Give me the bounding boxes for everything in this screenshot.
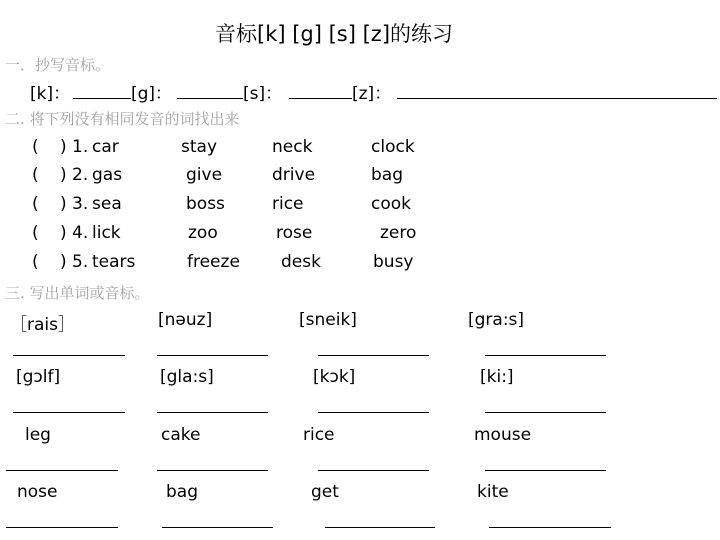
answer-paren[interactable]: ( — [32, 252, 39, 272]
prompt: [gla:s] — [160, 367, 214, 387]
answer-blank[interactable] — [6, 527, 118, 528]
word: give — [186, 165, 223, 185]
prompt: mouse — [474, 425, 532, 445]
answer-blank[interactable] — [157, 470, 268, 471]
word: drive — [272, 165, 316, 185]
item-number: ) 2. — [60, 165, 89, 185]
word: neck — [272, 137, 313, 157]
prompt: [nәuz] — [158, 310, 213, 330]
item-number: ) 1. — [60, 137, 89, 157]
word: desk — [281, 252, 321, 272]
answer-paren[interactable]: ( — [32, 165, 39, 185]
answer-paren[interactable]: ( — [32, 194, 39, 214]
answer-blank[interactable] — [485, 470, 606, 471]
word: busy — [373, 252, 414, 272]
label-g: [g]： — [131, 84, 173, 104]
prompt: [kɔk] — [313, 367, 356, 387]
prompt: cake — [161, 425, 201, 445]
label-k: [k]： — [30, 84, 71, 104]
page-title: 音标[k] [g] [s] [z]的练习 — [215, 22, 454, 46]
prompt: ［rais］ — [10, 315, 75, 335]
answer-blank[interactable] — [485, 412, 606, 413]
answer-blank[interactable] — [318, 355, 429, 356]
answer-paren[interactable]: ( — [32, 223, 39, 243]
word: rice — [272, 194, 304, 214]
prompt: kite — [477, 482, 509, 502]
answer-blank[interactable] — [485, 355, 606, 356]
answer-blank[interactable] — [318, 470, 429, 471]
answer-blank[interactable] — [13, 412, 125, 413]
word: lick — [92, 223, 121, 243]
prompt: rice — [303, 425, 335, 445]
word: cook — [371, 194, 411, 214]
word: stay — [181, 137, 218, 157]
word: tears — [92, 252, 136, 272]
word: boss — [186, 194, 225, 214]
answer-blank-k[interactable] — [73, 98, 131, 99]
prompt: leg — [25, 425, 51, 445]
answer-blank-z[interactable] — [397, 98, 717, 99]
label-z: [z]： — [352, 84, 392, 104]
section-2-heading: 二. 将下列没有相同发音的词找出来 — [5, 110, 240, 128]
prompt: get — [311, 482, 339, 502]
answer-blank[interactable] — [489, 527, 611, 528]
answer-blank[interactable] — [157, 412, 268, 413]
word: sea — [92, 194, 122, 214]
item-number: ) 4. — [60, 223, 89, 243]
prompt: [ki:] — [480, 367, 514, 387]
label-s: [s]： — [243, 84, 283, 104]
answer-blank[interactable] — [162, 527, 273, 528]
word: zoo — [188, 223, 218, 243]
section-3-heading: 三. 写出单词或音标。 — [5, 284, 150, 302]
word: rose — [276, 223, 313, 243]
answer-blank-s[interactable] — [289, 98, 352, 99]
answer-blank[interactable] — [6, 470, 118, 471]
item-number: ) 5. — [60, 252, 89, 272]
word: zero — [380, 223, 417, 243]
answer-blank[interactable] — [13, 355, 125, 356]
prompt: [gɔlf] — [16, 367, 61, 387]
section-1-heading: 一．抄写音标。 — [5, 56, 111, 74]
prompt: [sneik] — [299, 310, 357, 330]
word: freeze — [187, 252, 240, 272]
prompt: bag — [166, 482, 198, 502]
prompt: nose — [17, 482, 58, 502]
item-number: ) 3. — [60, 194, 89, 214]
prompt: [gra:s] — [468, 310, 525, 330]
answer-blank-g[interactable] — [177, 98, 243, 99]
answer-blank[interactable] — [318, 412, 429, 413]
answer-blank[interactable] — [157, 355, 268, 356]
word: car — [92, 137, 119, 157]
word: bag — [371, 165, 403, 185]
word: gas — [92, 165, 123, 185]
word: clock — [371, 137, 415, 157]
answer-paren[interactable]: ( — [32, 137, 39, 157]
answer-blank[interactable] — [325, 527, 435, 528]
